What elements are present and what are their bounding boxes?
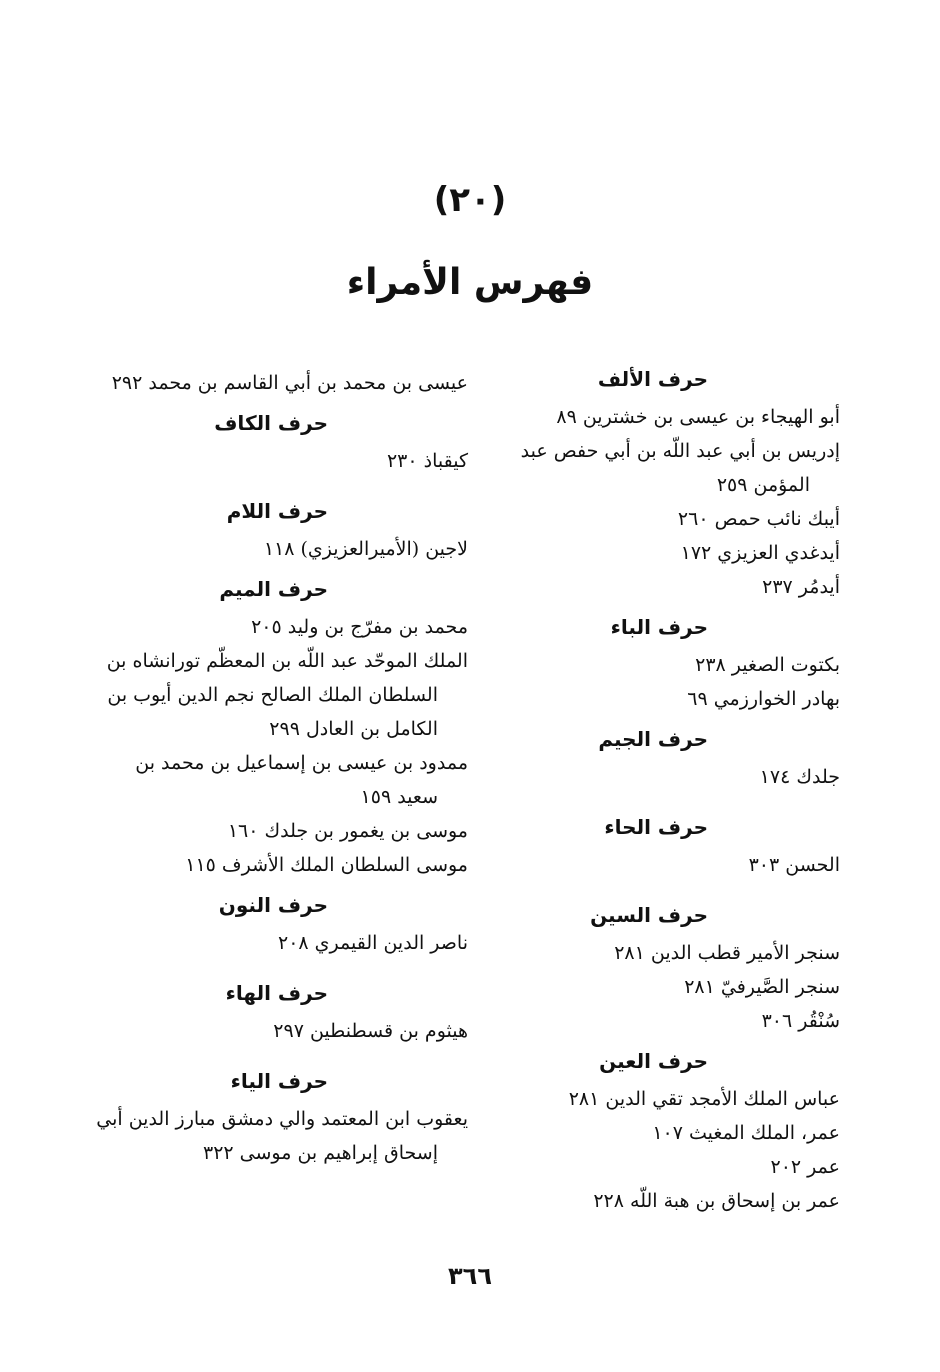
index-entry: بكتوت الصغير ٢٣٨: [695, 654, 840, 676]
section-heading-ain: حرف العين: [599, 1049, 708, 1073]
index-entry: أيدمُر ٢٣٧: [762, 576, 840, 598]
section-heading-mim: حرف الميم: [219, 577, 328, 601]
index-entry-line: إدريس بن أبي عبد اللّه بن أبي حفص عبد: [520, 440, 840, 462]
index-entry-continuation: المؤمن ٢٥٩: [716, 474, 810, 496]
index-entry: موسى بن يغمور بن جلدك ١٦٠: [227, 820, 468, 842]
index-entry-line: الملك الموحّد عبد اللّه بن المعظّم تورانشاه بن: [106, 650, 468, 672]
index-entry: الحسن ٣٠٣: [748, 854, 840, 876]
index-entry: سنجر الأمير قطب الدين ٢٨١: [614, 942, 840, 964]
index-column-right: [460, 356, 840, 1218]
section-heading-lam: حرف اللام: [226, 499, 328, 523]
section-heading-alif: حرف الألف: [597, 367, 708, 391]
page-number: ٣٦٦: [448, 1262, 492, 1290]
index-entry: هيثوم بن قسطنطين ٢٩٧: [273, 1020, 468, 1042]
index-entry-continuation: السلطان الملك الصالح نجم الدين أيوب بن: [107, 684, 438, 706]
chapter-number: (٢٠): [433, 180, 507, 220]
index-entry: محمد بن مفرّج بن وليد ٢٠٥: [251, 616, 468, 638]
section-heading-ba: حرف الباء: [610, 615, 708, 639]
section-heading-nun: حرف النون: [218, 893, 328, 917]
index-entry: موسى السلطان الملك الأشرف ١١٥: [185, 854, 468, 876]
index-entry: [460, 434, 840, 502]
section-heading-ya: حرف الياء: [230, 1069, 328, 1093]
index-entry: جلدك ١٧٤: [759, 766, 840, 788]
index-entry: عباس الملك الأمجد تقي الدين ٢٨١: [568, 1088, 840, 1110]
index-entry: لاجين (الأميرالعزيزي) ١١٨: [263, 538, 468, 560]
index-entry-continuation: سعيد ١٥٩: [360, 786, 438, 808]
index-entry: كيقباذ ٢٣٠: [386, 450, 468, 472]
section-heading-ha2: حرف الهاء: [225, 981, 328, 1005]
section-heading-ha: حرف الحاء: [604, 815, 708, 839]
index-entry: بهادر الخوارزمي ٦٩: [687, 688, 840, 710]
index-entry-line: يعقوب ابن المعتمد والي دمشق مبارز الدين أبي: [96, 1108, 468, 1130]
index-entry: عمر ٢٠٢: [770, 1156, 840, 1178]
index-entry: عمر بن إسحاق بن هبة اللّه ٢٢٨: [593, 1190, 840, 1212]
index-entry: أيدغدي العزيزي ١٧٢: [680, 542, 840, 564]
index-entry: عمر، الملك المغيث ١٠٧: [652, 1122, 840, 1144]
section-heading-kaf: حرف الكاف: [214, 411, 328, 435]
index-column-left: [88, 366, 468, 1170]
index-entry-continuation: الكامل بن العادل ٢٩٩: [269, 718, 438, 740]
index-entry: [88, 644, 468, 746]
index-entry: سُنْقُر ٣٠٦: [761, 1010, 840, 1032]
index-entry: ناصر الدين القيمري ٢٠٨: [278, 932, 468, 954]
index-entry-continuation: إسحاق إبراهيم بن موسى ٣٢٢: [202, 1142, 438, 1164]
index-entry: [88, 746, 468, 814]
page-title: فهرس الأمراء: [346, 262, 594, 303]
index-entry: أيبك نائب حمص ٢٦٠: [677, 508, 840, 530]
index-entry: أبو الهيجاء بن عيسى بن خشترين ٨٩: [556, 406, 840, 428]
index-entry: [88, 1102, 468, 1170]
section-heading-sin: حرف السين: [590, 903, 708, 927]
section-heading-jim: حرف الجيم: [598, 727, 708, 751]
index-entry-line: ممدود بن عيسى بن إسماعيل بن محمد بن: [135, 752, 468, 774]
index-entry: عيسى بن محمد بن أبي القاسم بن محمد ٢٩٢: [111, 372, 468, 394]
index-entry: سنجر الصَّيرفيّ ٢٨١: [684, 976, 840, 998]
